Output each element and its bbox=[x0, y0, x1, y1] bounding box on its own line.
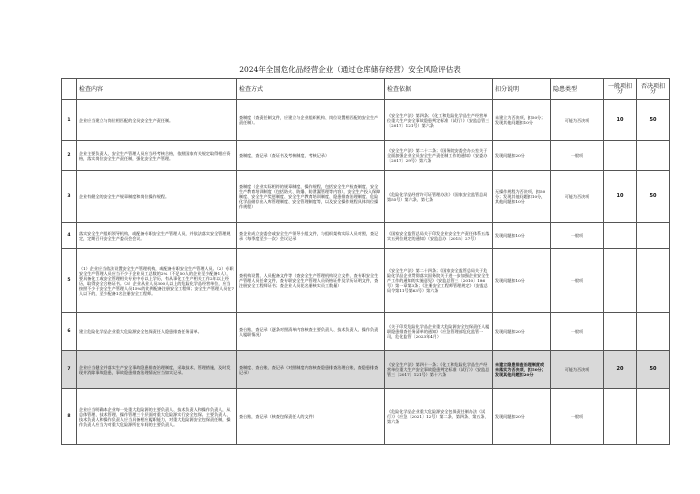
row-score-desc: 未建立隐患排查治理制度或未落实为否决项，扣50分；发现其他问题扣20分 bbox=[493, 351, 551, 389]
row-item: 建立危险化学品企业重大危险源安全包保责任人隐患排查任务清单。 bbox=[77, 313, 237, 351]
table-row bbox=[62, 389, 670, 445]
row-basis: 《关于印发危险化学品企业重大危险源安全包保责任人履职隐患排查任务清单的通知》（应急管理部危化监管一司，危化监管〔2023年4月） bbox=[385, 313, 493, 351]
table-row bbox=[62, 249, 670, 313]
row-number: 5 bbox=[62, 249, 77, 313]
row-score-desc: 发现问题扣10分 bbox=[493, 249, 551, 313]
row-hazard: 一般项 bbox=[551, 313, 604, 351]
row-general-score bbox=[604, 389, 637, 445]
row-hazard: 可能为否决项 bbox=[551, 100, 604, 141]
row-veto-score bbox=[637, 141, 670, 171]
table-header-row bbox=[62, 79, 670, 100]
row-method: 查制度，查记录（查证书及考核制度，考核记录） bbox=[237, 141, 385, 171]
table-row bbox=[62, 100, 670, 141]
header-no bbox=[62, 79, 77, 100]
row-method: 查企业成立安委会或安全生产领导小组文件，与组织架构实际人员对照，查记录（每季度至少一次）会议记录 bbox=[237, 223, 385, 249]
table-row bbox=[62, 313, 670, 351]
row-number: 7 bbox=[62, 351, 77, 389]
table-row bbox=[62, 171, 670, 223]
row-score-desc: 发现问题扣20分 bbox=[493, 389, 551, 445]
row-basis: 《危险化学品企业重大危险源安全包保责任制办法（试行）》（应急〔2021〕12号）第二条、第四条、第五条、第六条 bbox=[385, 389, 493, 445]
table-row bbox=[62, 223, 670, 249]
row-general-score bbox=[604, 313, 637, 351]
row-score-desc: 发现问题扣20分 bbox=[493, 141, 551, 171]
row-method: 查制度（查责任制文件，应建立与企业组织机构、岗位设置相匹配的安全生产责任制）。 bbox=[237, 100, 385, 141]
header-basis: 检查依据 bbox=[385, 79, 493, 100]
row-score-desc: 未建立为否决项，扣50分；发现其他问题扣10分 bbox=[493, 100, 551, 141]
row-item: 企业应当建立与岗位相匹配的全员安全生产责任制。 bbox=[77, 100, 237, 141]
row-method: 查台账，查记录（逐条对照清单内容核查主要负责人、技术负责人、操作负责人履职情况） bbox=[237, 313, 385, 351]
row-method: 查制度（企业实际相符的规章制度，操作规程，包括安全生产检查制度、安全生产教育培训制度（包括防火、防爆、防泄漏管理等内容），安全生产投入保障制度、安全生产奖惩制度、安全生产教育培训制度、隐患排查治理制度、危险化学品储存出入库管理制度、安全管理制度等，以及安全操作规程具体岗位操作规程） bbox=[237, 171, 385, 223]
row-item: 企业应当健全并落实生产安全事故隐患排查治理制度，采取技术、管理措施，及时发现并消除事故隐患，事故隐患排查治理情况应当如实记录。 bbox=[77, 351, 237, 389]
row-hazard: 可能为否决项 bbox=[551, 171, 604, 223]
header-item: 检查内容 bbox=[77, 79, 237, 100]
row-basis: 《危险化学品经营许可证管理办法》（国家安全监管总局第55号）第六条、第七条 bbox=[385, 171, 493, 223]
row-veto-score bbox=[637, 313, 670, 351]
row-number: 2 bbox=[62, 141, 77, 171]
row-general-score bbox=[604, 141, 637, 171]
row-veto-score bbox=[637, 389, 670, 445]
header-veto: 否决项扣分 bbox=[637, 79, 670, 100]
row-basis: 《安全生产法》第二十二条；《国务院安委会办公室关于全面加强企业全员安全生产责任制工作的通知》（安委办〔2017〕29号）第六条 bbox=[385, 141, 493, 171]
row-score-desc: 发现问题扣10分 bbox=[493, 223, 551, 249]
row-general-score bbox=[604, 249, 637, 313]
row-hazard: 一般项 bbox=[551, 389, 604, 445]
row-number: 8 bbox=[62, 389, 77, 445]
row-veto-score bbox=[637, 249, 670, 313]
row-score-desc: 无操作规程为否决项，扣50分；发现其他问题扣10分，其他问题扣10分 bbox=[493, 171, 551, 223]
row-general-score: 10 bbox=[604, 171, 637, 223]
header-general: 一般项扣分 bbox=[604, 79, 637, 100]
risk-assessment-table bbox=[61, 78, 670, 445]
row-veto-score: 50 bbox=[637, 171, 670, 223]
table-row bbox=[62, 141, 670, 171]
row-method: 查制度、查台账、查记录（对照制度内容核查隐患排查治理台账，查隐患排查记录） bbox=[237, 351, 385, 389]
row-item: 落实安全生产组织领导机构，或配备专职安全生产管理人员，并依法落实安全管理规定，定期召开安全生产委员会会议。 bbox=[77, 223, 237, 249]
row-score-desc: 发现问题扣20分 bbox=[493, 313, 551, 351]
row-hazard: 可能为否决项 bbox=[551, 351, 604, 389]
row-hazard: 一般项 bbox=[551, 249, 604, 313]
row-general-score: 10 bbox=[604, 100, 637, 141]
row-basis: 《国家安全监管总局关于印发企业安全生产责任体系五落实五到位规定的通知》（安监总办〔2015〕27号） bbox=[385, 223, 493, 249]
row-veto-score: 50 bbox=[637, 100, 670, 141]
row-basis: 《安全生产法》第四条；《化工和危险化学品生产经营单位重大生产安全事故隐患判定标准（试行）》（安监总管三〔2017〕121号）第六条 bbox=[385, 100, 493, 141]
row-veto-score bbox=[637, 223, 670, 249]
row-general-score: 20 bbox=[604, 351, 637, 389]
row-method: 查台账，查记录（核查包保责任人的文件） bbox=[237, 389, 385, 445]
row-number: 4 bbox=[62, 223, 77, 249]
header-score-desc: 扣分说明 bbox=[493, 79, 551, 100]
row-number: 3 bbox=[62, 171, 77, 223]
row-item: 企业主要负责人、安全生产管理人员应当经考核合格，依照国家有关规定取得相应资格，落实岗位安全生产责任制，强化安全生产管理。 bbox=[77, 141, 237, 171]
header-method: 检查方式 bbox=[237, 79, 385, 100]
row-basis: 《安全生产法》第四十一条；《化工和危险化学品生产经营单位重大生产安全事故隐患判定标准（试行）》（安监总管三〔2017〕121号）第十六条 bbox=[385, 351, 493, 389]
row-hazard: 一般项 bbox=[551, 223, 604, 249]
header-hazard: 隐患类型 bbox=[551, 79, 604, 100]
row-general-score bbox=[604, 223, 637, 249]
row-number: 6 bbox=[62, 313, 77, 351]
row-hazard: 一般项 bbox=[551, 141, 604, 171]
row-method: 查机构设置、人员配备文件等（查安全生产管理机构设立文件，查专职安全生产管理人员任命文件，查专职安全生产管理人员资格证件及学历证明文件，查注册安全工程师证书；查企业人员花名册核实员工数量） bbox=[237, 249, 385, 313]
row-item: （1）企业应当依法设置安全生产管理机构，或配备专职安全生产管理人员。（2）专职安全生产管理人员应当不少于企业员工总数的2%（不足50人的企业至少配备1人），要具备化工或安全管理相关专业中专以上学历，有从事化工生产相关工作2年以上经历，取得安全合格证书。（3）企业从业人员300人以上的危险化学品经营单位，应当按照不少于安全生产管理人员15%的比例配备注册安全工程师；安全生产管理人员在7人以下的，至少配备1名注册安全工程师。 bbox=[77, 249, 237, 313]
document-title: 2024年全国危化品经营企业（通过仓库储存经营）安全风险评估表 bbox=[239, 65, 461, 74]
row-basis: 《安全生产法》第二十四条；《国家安全监管总局关于危险化学品企业贯彻落实国务院关于进一步加强企业安全生产工作的通知的实施意见》（安监总管三〔2010〕186号）第一章第3条；《注册安全工程师管理规定》（安监总局令第11号第63号）第六条 bbox=[385, 249, 493, 313]
row-item: 企业有健全的安全生产规章制度和岗位操作规程。 bbox=[77, 171, 237, 223]
row-item: 企业应当明确本企业每一处重大危险源的主要负责人、技术负责人和操作负责人，从总体管理、技术管理、操作管理三个层面对重大危险源实行安全包保。主要负责人、技术负责人和操作负责人应当具备相应履职能力，对重大危险源安全包保责任制，操作负责人应当为对重大危险源所在车间的主要负责人。 bbox=[77, 389, 237, 445]
row-veto-score: 50 bbox=[637, 351, 670, 389]
table-row bbox=[62, 351, 670, 389]
row-number: 1 bbox=[62, 100, 77, 141]
